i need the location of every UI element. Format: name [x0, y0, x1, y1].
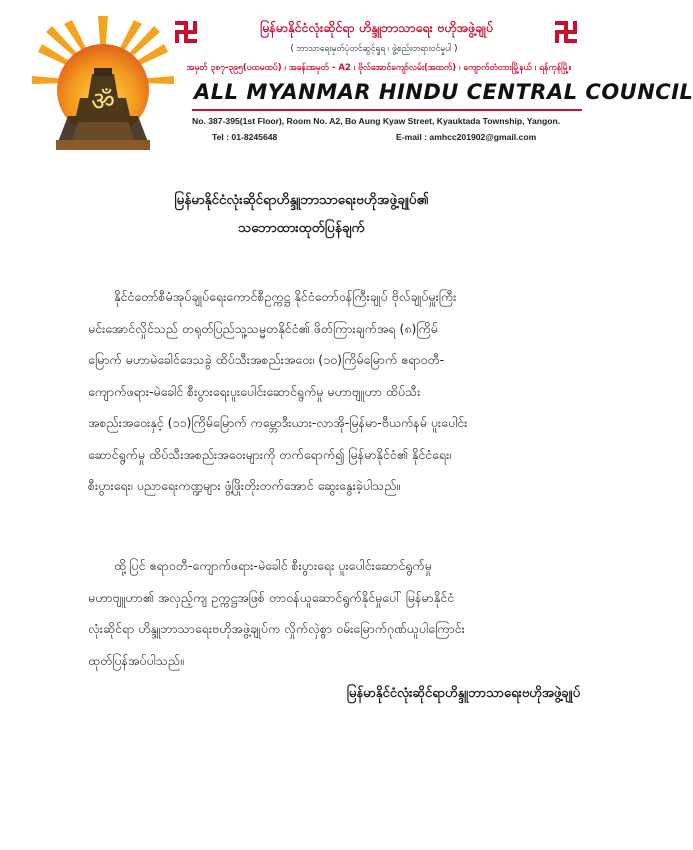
svg-text:ॐ: ॐ: [91, 87, 115, 117]
paragraph-line: မြောက် မဟာမဲခေါင်ဒေသခွဲ ထိပ်သီးအစည်းအဝေး၊ (၁၀)ကြိမ်မြောက် ဧရာဝတီ-: [88, 352, 445, 367]
telephone: Tel : 01-8245648: [212, 132, 278, 142]
council-motto: ( ဘာသာရေးမှတ်ပုံတင်ဆွင့်ရှုရ ၊ ဖွဲ့စည်းတရားဝင်မှုပါ ): [290, 44, 458, 54]
statement-title: [0, 186, 603, 242]
council-name-burmese: မြန်မာနိုင်ငံလုံးဆိုင်ရာ ဟိန္ဒူဘာသာရေး ဗဟိုအဖွဲ့ချုပ်: [260, 20, 493, 35]
paragraph-line: ကျောက်ဖရား-မဲခေါင် စီးပွားရေးပူးပေါင်းဆောင်ရွက်မှု မဟာဗျူဟာ ထိပ်သီး: [88, 383, 421, 399]
council-name-english: ALL MYANMAR HINDU CENTRAL COUNCIL: [194, 80, 693, 104]
email-address[interactable]: E-mail : amhcc201902@gmail.com: [396, 132, 537, 142]
swastika-icon: [172, 18, 200, 46]
signature-block: မြန်မာနိုင်ငံလုံးဆိုင်ရာဟိန္ဒူဘာသာရေးဗဟိုအဖွဲ့ချုပ်: [346, 686, 580, 701]
paragraph-line: မင်းအောင်လှိုင်သည် တရုတ်ပြည်သူ့သမ္မတနိုင်ငံ၏ ဖိတ်ကြားချက်အရ (၈)ကြိမ်: [88, 320, 438, 336]
paragraph-1: [88, 281, 576, 502]
paragraph-line: စီးပွားရေး၊ ပညာရေးကဏ္ဍများ ဖွံ့ဖြိုးတိုးတက်အောင် ဆွေးနွေးခဲ့ပါသည်။: [88, 478, 401, 493]
title-line: မြန်မာနိုင်ငံလုံးဆိုင်ရာဟိန္ဒူဘာသာရေးဗဟိုအဖွဲ့ချုပ်၏: [174, 192, 429, 208]
om-temple-logo-icon: [28, 12, 178, 154]
letterhead: [24, 8, 693, 158]
paragraph-line: ထို့ပြင် ဧရာဝတီ-ကျောက်ဖရား-မဲခေါင် စီးပွားရေး ပူးပေါင်းဆောင်ရွက်မှု: [114, 558, 432, 573]
paragraph-line: လုံးဆိုင်ရာ ဟိန္ဒူဘာသာရေးဗဟိုအဖွဲ့ချုပ်က လှိုက်လှဲစွာ ဝမ်းမြောက်ဂုဏ်ယူပါကြောင်း: [88, 621, 465, 636]
paragraph-line: နိုင်ငံတော်စီမံအုပ်ချုပ်ရေးကောင်စီဥက္ကဋ္ဌ နိုင်ငံတော်ဝန်ကြီးချုပ် ဗိုလ်ချုပ်မှူးကြီး: [114, 289, 457, 304]
address-english: No. 387-395(1st Floor), Room No. A2, Bo Aung Kyaw Street, Kyauktada Township, Yangon.: [192, 116, 561, 126]
paragraph-line: ဆောင်ရွက်မှု ထိပ်သီးအစည်းအဝေးများကို တက်ရောက်၍ မြန်မာနိုင်ငံ၏ နိုင်ငံရေး၊: [88, 446, 452, 462]
swastika-icon: [552, 18, 580, 46]
title-line: သဘောထားထုတ်ပြန်ချက်: [238, 220, 365, 236]
paragraph-line: အစည်းအဝေးနှင့် (၁၁)ကြိမ်မြောက် ကမ္ဘောဒီးယား-လာအို-မြန်မာ-ဗီယက်နမ် ပူးပေါင်း: [88, 415, 468, 430]
address-burmese: အမှတ် ၃၈၇-၃၉၅(ပထမထပ်) ၊ အခန်းအမှတ် - A2 ၊ ဗိုလ်အောင်ကျော်လမ်း(အထက်) ၊ ကျောက်တံတားမြို့နယ် ၊ ရန်ကုန်မြို့။: [186, 63, 572, 73]
paragraph-line: ထုတ်ပြန်အပ်ပါသည်။: [88, 652, 184, 668]
paragraph-line: မဟာဗျူဟာ၏ အလှည့်ကျ ဥက္ကဋ္ဌအဖြစ် တာဝန်ယူဆောင်ရွက်နိုင်မှုပေါ် မြန်မာနိုင်ငံ: [88, 589, 455, 605]
letterhead-divider: [192, 109, 582, 111]
paragraph-2: [88, 550, 576, 676]
